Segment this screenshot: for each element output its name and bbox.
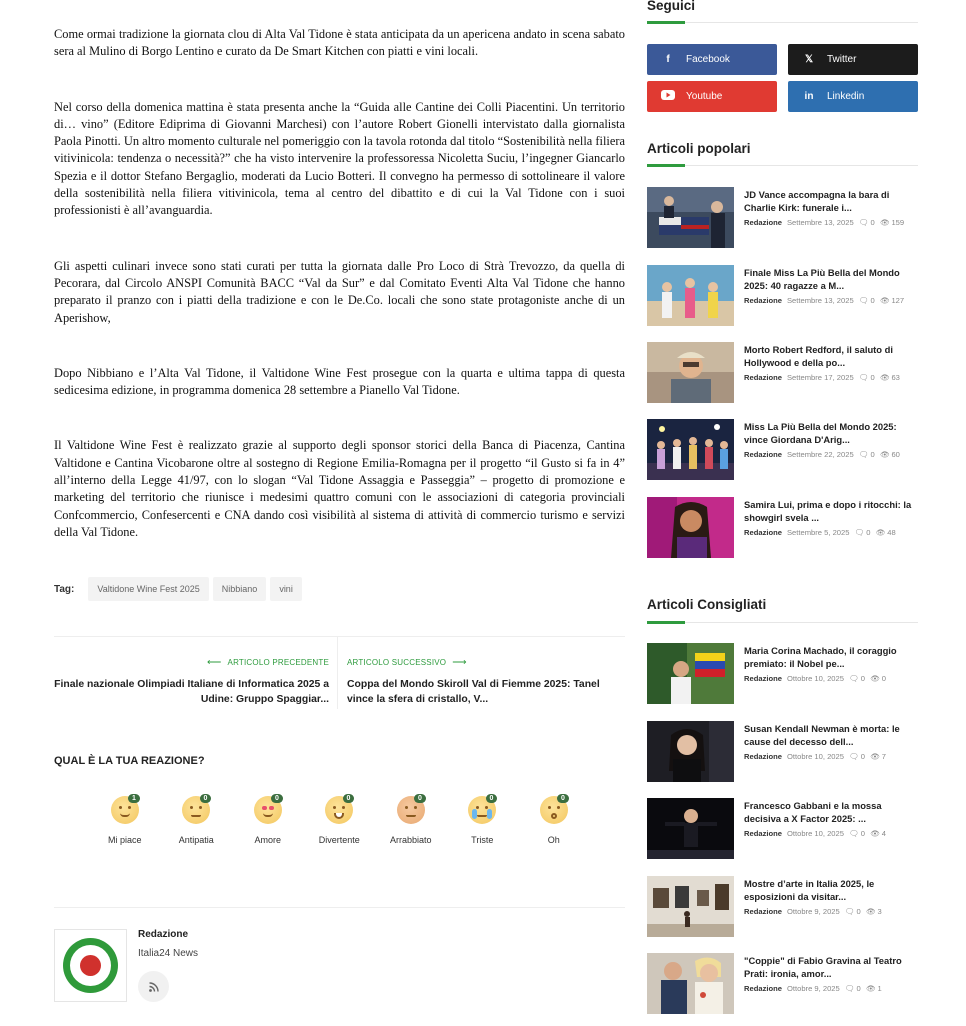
post-date: Ottobre 9, 2025 <box>786 907 840 916</box>
view-count: 1 <box>877 984 882 993</box>
reaction-love[interactable] <box>232 796 304 847</box>
recommended-post[interactable] <box>647 876 918 938</box>
author-name[interactable]: Redazione <box>138 929 189 940</box>
tags-label: Tag: <box>54 583 75 595</box>
post-date: Settembre 13, 2025 <box>786 296 854 305</box>
widget-divider <box>647 622 918 623</box>
post-thumbnail[interactable] <box>647 721 734 782</box>
author-box <box>54 907 625 959</box>
view-count: 3 <box>877 907 882 916</box>
post-author[interactable]: Redazione <box>744 674 782 683</box>
social-label: Linkedin <box>827 91 865 102</box>
post-title[interactable]: "Coppie" di Fabio Gravina al Teatro Prati: ironia, amor... <box>744 955 902 979</box>
post-title[interactable]: Maria Corina Machado, il coraggio premiato: il Nobel pe... <box>744 645 897 669</box>
arrow-right-icon: ⟶ <box>452 657 467 668</box>
post-thumbnail[interactable] <box>647 497 734 558</box>
post-meta <box>744 829 886 838</box>
arrow-left-icon: ⟵ <box>207 657 222 668</box>
next-article-title[interactable]: Coppa del Mondo Skiroll Val di Fiemme 2025: Tanel vince la sfera di cristallo, V... <box>347 679 600 705</box>
post-meta <box>744 674 886 683</box>
comment-count: 0 <box>860 829 865 838</box>
comment-count: 0 <box>870 218 875 227</box>
views-icon: 👁 <box>879 296 890 305</box>
comments-icon: 🗨 <box>848 674 859 683</box>
next-article-label: ARTICOLO SUCCESSIVO <box>347 658 447 667</box>
twitter-button[interactable] <box>788 44 918 75</box>
popular-post[interactable] <box>647 419 918 481</box>
view-count: 60 <box>891 450 900 459</box>
next-article-link[interactable] <box>347 637 625 707</box>
post-date: Ottobre 10, 2025 <box>786 674 844 683</box>
views-icon: 👁 <box>869 829 880 838</box>
post-thumbnail[interactable] <box>647 798 734 859</box>
views-icon: 👁 <box>879 218 890 227</box>
post-meta <box>744 528 896 537</box>
view-count: 7 <box>881 752 886 761</box>
italia24-logo-icon <box>63 938 118 993</box>
popular-widget-title: Articoli popolari <box>647 141 751 156</box>
post-author[interactable]: Redazione <box>744 528 782 537</box>
recommended-post[interactable] <box>647 721 918 783</box>
views-icon: 👁 <box>865 907 876 916</box>
comments-icon: 🗨 <box>844 984 855 993</box>
author-site: Italia24 News <box>138 948 199 959</box>
post-author[interactable]: Redazione <box>744 373 782 382</box>
comment-count: 0 <box>856 984 861 993</box>
post-author[interactable]: Redazione <box>744 984 782 993</box>
recommended-widget-title: Articoli Consigliati <box>647 597 767 612</box>
article-paragraph: Gli aspetti culinari invece sono stati curati per tutta la giornata dalle Pro Loco di Strà Trevozzo, da quella di Pecorara, dal Circolo ANSPI Comunità BACC “Val da Sur” e dal Comitato Eventi Alta Val Tidone che hanno preparato il pranzo con i piatti della tradizione e con le De.Co. locali che sono state protagoniste anche di un Aperishow, <box>54 258 625 325</box>
facebook-button[interactable] <box>647 44 777 75</box>
recommended-post[interactable] <box>647 798 918 860</box>
post-title[interactable]: JD Vance accompagna la bara di Charlie Kirk: funerale i... <box>744 189 890 213</box>
x-twitter-icon: 𝕏 <box>804 54 814 65</box>
tag-list <box>54 577 306 601</box>
reactions-heading: QUAL È LA TUA REAZIONE? <box>54 755 205 767</box>
article-paragraph: Nel corso della domenica mattina è stata presenta anche la “Guida alle Cantine dei Colli Piacentini. Un territorio di… vino” (Editore Ediprima di Giovanni Marchesi) con l’autore Robert Gionelli intervistato dalla giornalista Paola Pinotti. Un altro momento culturale nel pomeriggio con la tavola rotonda dal titolo “Sostenibilità nella filiera vitivinicola: tendenza o necessità?” che ha visto intervenire la professoressa Nicoletta Suciu, l’ingegner Giancarlo Spezia e il dottor Stefano Bergaglio, moderati da Lucio Botteri. Il convegno ha permesso di sottolineare il valore della sostenibilità nella filiera vitivinicola, tema al centro del dibattito e di cui la Val Tidone con i suoi professionisti è all’avanguardia. <box>54 99 625 218</box>
reaction-label: Mi piace <box>107 835 142 845</box>
post-thumbnail[interactable] <box>647 187 734 248</box>
follow-widget-title: Seguici <box>647 0 696 13</box>
comments-icon: 🗨 <box>848 829 859 838</box>
previous-article-title[interactable]: Finale nazionale Olimpiadi Italiane di Informatica 2025 a Udine: Gruppo Spaggiar... <box>54 679 329 705</box>
post-meta <box>744 450 900 459</box>
post-author[interactable]: Redazione <box>744 450 782 459</box>
post-title[interactable]: Miss La Più Bella del Mondo 2025: vince Giordana D'Arig... <box>744 421 897 445</box>
linkedin-button[interactable] <box>788 81 918 112</box>
social-label: Youtube <box>686 91 723 102</box>
post-thumbnail[interactable] <box>647 342 734 403</box>
post-meta <box>744 218 904 227</box>
widget-divider <box>647 22 918 23</box>
views-icon: 👁 <box>865 984 876 993</box>
rss-icon[interactable] <box>138 971 169 1002</box>
post-thumbnail[interactable] <box>647 265 734 326</box>
comment-count: 0 <box>860 752 865 761</box>
popular-post[interactable] <box>647 187 918 249</box>
post-date: Settembre 22, 2025 <box>786 450 854 459</box>
view-count: 48 <box>887 528 896 537</box>
view-count: 127 <box>891 296 905 305</box>
comment-count: 0 <box>870 450 875 459</box>
previous-article-label: ARTICOLO PRECEDENTE <box>227 658 329 667</box>
social-label: Twitter <box>827 54 857 65</box>
comments-icon: 🗨 <box>858 373 869 382</box>
comment-count: 0 <box>870 373 875 382</box>
post-author[interactable]: Redazione <box>744 296 782 305</box>
view-count: 63 <box>891 373 900 382</box>
post-date: Ottobre 9, 2025 <box>786 984 840 993</box>
reaction-sad[interactable] <box>447 796 519 847</box>
reaction-label: Amore <box>254 835 281 845</box>
reaction-label: Oh <box>547 835 560 845</box>
reaction-count: 1 <box>128 794 140 803</box>
post-title[interactable]: Morto Robert Redford, il saluto di Hollywood e della po... <box>744 344 893 368</box>
comment-count: 0 <box>860 674 865 683</box>
comments-icon: 🗨 <box>858 218 869 227</box>
facebook-icon: f <box>666 54 670 65</box>
post-title[interactable]: Finale Miss La Più Bella del Mondo 2025: 40 ragazze a M... <box>744 267 900 291</box>
post-title[interactable]: Samira Lui, prima e dopo i ritocchi: la showgirl svela ... <box>744 499 912 523</box>
post-author[interactable]: Redazione <box>744 752 782 761</box>
reaction-funny[interactable] <box>304 796 376 847</box>
post-date: Ottobre 10, 2025 <box>786 752 844 761</box>
post-title[interactable]: Susan Kendall Newman è morta: le cause del decesso dell... <box>744 723 900 747</box>
author-avatar[interactable] <box>54 929 127 1002</box>
previous-article-link[interactable] <box>54 637 338 709</box>
reaction-count: 0 <box>200 794 212 803</box>
reaction-count: 0 <box>486 794 498 803</box>
reaction-dislike[interactable] <box>161 796 233 847</box>
reaction-count: 0 <box>343 794 355 803</box>
reaction-count: 0 <box>271 794 283 803</box>
comment-count: 0 <box>870 296 875 305</box>
popular-post[interactable] <box>647 342 918 404</box>
post-title[interactable]: Francesco Gabbani e la mossa decisiva a X Factor 2025: ... <box>744 800 882 824</box>
reaction-label: Triste <box>471 835 494 845</box>
reaction-angry[interactable] <box>375 796 447 847</box>
reaction-label: Divertente <box>318 835 360 845</box>
post-meta <box>744 296 904 305</box>
post-date: Settembre 5, 2025 <box>786 528 850 537</box>
comments-icon: 🗨 <box>858 296 869 305</box>
post-thumbnail[interactable] <box>647 419 734 480</box>
article-paragraph: Dopo Nibbiano e l’Alta Val Tidone, il Valtidone Wine Fest prosegue con la quarta e ultima tappa di questa sedicesima edizione, in programma domenica 28 settembre a Pianello Val Tidone. <box>54 365 625 398</box>
reaction-wow[interactable] <box>518 796 590 847</box>
comments-icon: 🗨 <box>848 752 859 761</box>
comments-icon: 🗨 <box>844 907 855 916</box>
article-body <box>54 26 625 579</box>
comment-count: 0 <box>856 907 861 916</box>
youtube-button[interactable] <box>647 81 777 112</box>
reactions-bar <box>89 796 590 847</box>
views-icon: 👁 <box>879 450 890 459</box>
tag-link[interactable]: vini <box>270 577 302 601</box>
recommended-post[interactable] <box>647 643 918 705</box>
reaction-count: 0 <box>414 794 426 803</box>
post-title[interactable]: Mostre d’arte in Italia 2025, le esposizioni da visitar... <box>744 878 875 902</box>
post-thumbnail[interactable] <box>647 876 734 937</box>
views-icon: 👁 <box>869 752 880 761</box>
post-meta <box>744 373 900 382</box>
post-author[interactable]: Redazione <box>744 907 782 916</box>
linkedin-icon: in <box>804 91 814 102</box>
post-date: Ottobre 10, 2025 <box>786 829 844 838</box>
post-meta <box>744 984 882 993</box>
post-date: Settembre 17, 2025 <box>786 373 854 382</box>
post-meta <box>744 752 886 761</box>
post-meta <box>744 907 882 916</box>
popular-post[interactable] <box>647 497 918 559</box>
recommended-post[interactable] <box>647 953 918 1015</box>
youtube-icon <box>659 90 677 103</box>
comment-count: 0 <box>866 528 871 537</box>
comments-icon: 🗨 <box>858 450 869 459</box>
article-paragraph: Il Valtidone Wine Fest è realizzato grazie al supporto degli sponsor storici della Banca di Piacenza, Cantina Valtidone e Cantina Vicobarone oltre al sostegno di Regione Emilia-Romagna per il progetto “il Gusto si fa in 4” all’interno della Legge 41/97, con lo slogan “Val Tidone Assaggia e Passeggia” – progetto di promozione e marketing del territorio che riunisce i medesimi quattro comuni con le associazioni di categoria provinciali Confcommercio, Confesercenti e CNA dando così visibilità al sistema di attività di commercio turismo e servizi della Val Tidone. <box>54 438 625 539</box>
post-author[interactable]: Redazione <box>744 218 782 227</box>
post-thumbnail[interactable] <box>647 643 734 704</box>
article-paragraph: Come ormai tradizione la giornata clou di Alta Val Tidone è stata anticipata da un apericena andato in scena sabato sera al Mulino di Borgo Lentino e curato da De Smart Kitchen con piatti e vini locali. <box>54 27 625 59</box>
post-date: Settembre 13, 2025 <box>786 218 854 227</box>
view-count: 159 <box>891 218 905 227</box>
views-icon: 👁 <box>879 373 890 382</box>
widget-divider <box>647 165 918 166</box>
views-icon: 👁 <box>875 528 886 537</box>
post-thumbnail[interactable] <box>647 953 734 1014</box>
reaction-label: Antipatia <box>178 835 214 845</box>
reaction-like[interactable] <box>89 796 161 847</box>
post-navigation <box>54 636 625 716</box>
social-label: Facebook <box>686 54 730 65</box>
popular-post[interactable] <box>647 265 918 327</box>
tag-link[interactable]: Valtidone Wine Fest 2025 <box>88 577 208 601</box>
view-count: 4 <box>881 829 886 838</box>
reaction-label: Arrabbiato <box>389 835 432 845</box>
reaction-count: 0 <box>557 794 569 803</box>
view-count: 0 <box>881 674 886 683</box>
comments-icon: 🗨 <box>854 528 865 537</box>
views-icon: 👁 <box>869 674 880 683</box>
tag-link[interactable]: Nibbiano <box>213 577 267 601</box>
post-author[interactable]: Redazione <box>744 829 782 838</box>
